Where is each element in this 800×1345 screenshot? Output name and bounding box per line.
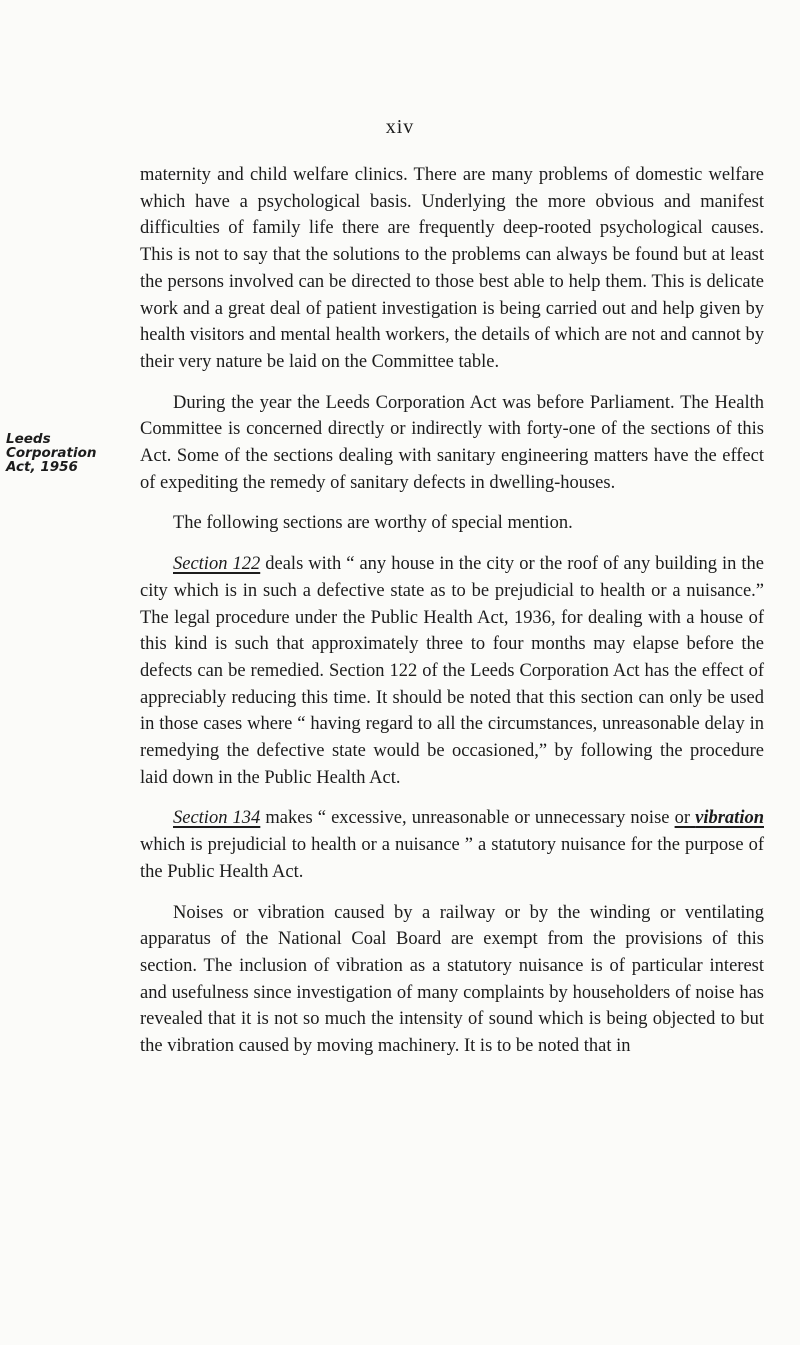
paragraph-text: which is prejudicial to health or a nuisance ” a statutory nuisance for the purpose of the Public Health Act. xyxy=(140,835,764,882)
section-heading: Section 134 xyxy=(173,808,261,829)
margin-note-line: Leeds xyxy=(6,431,51,447)
paragraph-text: or xyxy=(674,808,691,829)
section-heading: Section 122 xyxy=(173,554,261,575)
paragraph xyxy=(140,805,764,885)
paragraph-text: deals with “ any house in the city or the roof of any building in the city which is in such a defective state as to be prejudicial to health or a nuisance.” The legal procedure under the Public Health Act, 1936, for dealing with a house of this kind is such that approximately three to four months may elapse before the defects can be remedied. Section 122 of the Leeds Corporation Act has the effect of appreciably reducing this time. It should be noted that this section can only be used in those cases where “ having regard to all the circumstances, unreasonable delay in remedying the defective state would be occasioned,” by following the procedure laid down in the Public Health Act. xyxy=(140,554,764,788)
margin-note-line: Act, 1956 xyxy=(6,459,78,475)
margin-note-line: Corporation xyxy=(6,445,97,461)
margin-note xyxy=(6,432,134,474)
paragraph: The following sections are worthy of special mention. xyxy=(173,513,573,534)
page-number: xiv xyxy=(385,116,415,138)
body-text xyxy=(140,162,764,1074)
paragraph: During the year the Leeds Corporation Act was before Parliament. The Health Committee is concerned directly or indirectly with forty-one of the sections of this Act. Some of the sections dealing with sanitary engineering matters have the effect of expediting the remedy of sanitary defects in dwelling-houses. xyxy=(140,392,764,493)
paragraph: maternity and child welfare clinics. There are many problems of domestic welfare which have a psychological basis. Underlying the more obvious and manifest difficulties of family life there are frequently deep-rooted psychological causes. This is not to say that the solutions to the problems can always be found but at least the persons involved can be directed to those best able to help them. This is delicate work and a great deal of patient investigation is being carried out and help given by health visitors and mental health workers, the details of which are not and cannot by their very nature be laid on the Committee table. xyxy=(140,165,764,372)
emphasis-text: vibration xyxy=(695,808,764,829)
paragraph: Noises or vibration caused by a railway or by the winding or ventilating apparatus of the National Coal Board are exempt from the provisions of this section. The inclusion of vibration as a statutory nuisance is of particular interest and usefulness since investigation of many complaints by householders of noise has revealed that it is not so much the intensity of sound which is being objected to but the vibration caused by moving machinery. It is to be noted that in xyxy=(140,902,764,1057)
paragraph xyxy=(140,551,764,791)
paragraph-text: makes “ excessive, unreasonable or unnecessary noise xyxy=(260,808,675,829)
